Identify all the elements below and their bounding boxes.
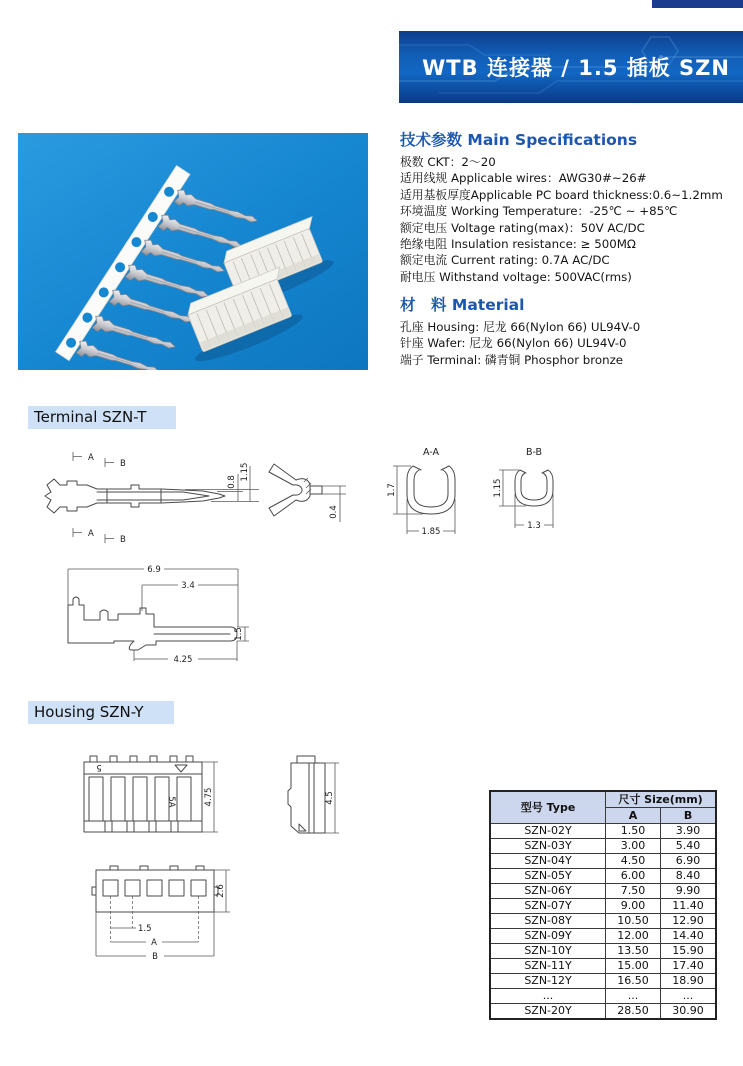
page-title: WTB 连接器 / 1.5 插板 SZN xyxy=(422,56,730,80)
cavity-number-mark: 5 xyxy=(96,762,102,772)
table-cell: 4.50 xyxy=(606,854,661,869)
section-marker-a: A xyxy=(88,529,94,539)
dimension-label: 6.9 xyxy=(147,565,161,575)
table-cell: ... xyxy=(490,989,606,1004)
specs-title: 技术参数 Main Specifications xyxy=(400,131,638,149)
table-cell: 13.50 xyxy=(606,944,661,959)
table-cell: SZN-11Y xyxy=(490,959,606,974)
section-marker-b: B xyxy=(120,459,126,469)
table-row xyxy=(490,989,716,1004)
table-cell: 3.00 xyxy=(606,839,661,854)
table-row xyxy=(490,1004,716,1020)
table-row xyxy=(490,869,716,884)
spec-line: 绝缘电阻 Insulation resistance: ≥ 500MΩ xyxy=(400,237,636,252)
table-cell: SZN-07Y xyxy=(490,899,606,914)
table-cell: 5.40 xyxy=(661,839,716,854)
table-cell: SZN-06Y xyxy=(490,884,606,899)
table-cell: 3.90 xyxy=(661,824,716,839)
section-title: B-B xyxy=(525,447,543,458)
spec-line: 适用基板厚度Applicable PC board thickness:0.6~1.2mm xyxy=(400,187,723,202)
spec-line: 适用线规 Applicable wires：AWG30#~26# xyxy=(400,171,647,186)
dimension-label: 2.6 xyxy=(216,884,226,898)
dimension-label: 0.8 xyxy=(227,475,237,489)
material-line: 孔座 Housing: 尼龙 66(Nylon 66) UL94V-0 xyxy=(400,320,641,334)
table-cell: SZN-02Y xyxy=(490,824,606,839)
housing-side-view-drawing xyxy=(277,744,349,844)
table-cell: 8.40 xyxy=(661,869,716,884)
table-row xyxy=(490,824,716,839)
column-header-size: 尺寸 Size(mm) xyxy=(606,791,716,808)
table-cell: 1.50 xyxy=(606,824,661,839)
spec-line: 额定电压 Voltage rating(max)：50V AC/DC xyxy=(400,220,645,235)
dimension-label: 3.4 xyxy=(181,581,195,591)
table-cell: ... xyxy=(606,989,661,1004)
dimension-label: 4.75 xyxy=(204,787,214,807)
table-row xyxy=(490,974,716,989)
table-cell: 7.50 xyxy=(606,884,661,899)
table-cell: 30.90 xyxy=(661,1004,716,1020)
dimension-label: 4.5 xyxy=(325,791,335,805)
table-cell: 6.00 xyxy=(606,869,661,884)
dimension-label: 0.4 xyxy=(329,505,339,519)
table-cell: SZN-03Y xyxy=(490,839,606,854)
table-cell: 10.50 xyxy=(606,914,661,929)
table-cell: 14.40 xyxy=(661,929,716,944)
section-label-terminal: Terminal SZN-T xyxy=(28,406,176,429)
table-cell: SZN-05Y xyxy=(490,869,606,884)
table-cell: 9.00 xyxy=(606,899,661,914)
dimension-label: A xyxy=(151,938,157,948)
table-cell: SZN-09Y xyxy=(490,929,606,944)
table-cell: SZN-12Y xyxy=(490,974,606,989)
spec-line: 极数 CKT：2～20 xyxy=(400,155,496,169)
column-header-type: 型号 Type xyxy=(490,791,606,824)
terminal-profile-drawing xyxy=(50,557,255,669)
dimension-label: 4.25 xyxy=(173,655,193,665)
table-cell: SZN-04Y xyxy=(490,854,606,869)
terminal-side-view-drawing xyxy=(33,444,268,546)
table-cell: SZN-10Y xyxy=(490,944,606,959)
section-marker-b: B xyxy=(120,535,126,545)
product-photo xyxy=(18,133,368,370)
table-row xyxy=(490,929,716,944)
table-cell: 12.00 xyxy=(606,929,661,944)
dimension-label: 1.7 xyxy=(387,483,397,497)
spec-line: 环境温度 Working Temperature：-25℃ ~ +85℃ xyxy=(400,204,678,219)
terminal-front-view-drawing xyxy=(262,452,362,540)
spec-line: 耐电压 Withstand voltage: 500VAC(rms) xyxy=(400,269,632,284)
table-row xyxy=(490,959,716,974)
housing-front-view-drawing xyxy=(74,744,224,844)
dimension-label: 1.5 xyxy=(138,924,152,934)
dimension-label: 1.3 xyxy=(527,521,541,531)
dimension-label: 1.15 xyxy=(240,462,250,482)
table-cell: 18.90 xyxy=(661,974,716,989)
table-cell: 11.40 xyxy=(661,899,716,914)
table-cell: 28.50 xyxy=(606,1004,661,1020)
dimension-label: 1.15 xyxy=(493,478,503,498)
material-line: 针座 Wafer: 尼龙 66(Nylon 66) UL94V-0 xyxy=(400,336,627,351)
column-header-a: A xyxy=(606,808,661,824)
table-row xyxy=(490,884,716,899)
table-cell: 9.90 xyxy=(661,884,716,899)
top-corner-bar xyxy=(652,0,743,8)
section-label-housing: Housing SZN-Y xyxy=(28,701,174,724)
section-marker-a: A xyxy=(88,453,94,463)
spec-line: 额定电流 Current rating: 0.7A AC/DC xyxy=(400,253,610,268)
table-row xyxy=(490,944,716,959)
table-row xyxy=(490,914,716,929)
column-header-b: B xyxy=(661,808,716,824)
table-cell: 17.40 xyxy=(661,959,716,974)
title-banner xyxy=(399,31,743,103)
table-row xyxy=(490,899,716,914)
material-title: 材 料 Material xyxy=(400,296,525,314)
material-block xyxy=(400,293,743,368)
table-cell: SZN-20Y xyxy=(490,1004,606,1020)
section-bb-drawing xyxy=(490,444,572,549)
section-title: A-A xyxy=(422,447,440,458)
section-aa-drawing xyxy=(383,444,475,549)
dimension-label: 1.5 xyxy=(234,627,244,641)
table-row xyxy=(490,839,716,854)
table-cell: ... xyxy=(661,989,716,1004)
table-cell: 15.00 xyxy=(606,959,661,974)
housing-bottom-view-drawing xyxy=(84,854,234,964)
main-specifications xyxy=(400,128,743,285)
dimension-label: 1.85 xyxy=(421,527,441,537)
table-cell: SZN-08Y xyxy=(490,914,606,929)
size-table xyxy=(489,790,717,1020)
table-cell: 15.90 xyxy=(661,944,716,959)
table-cell: 6.90 xyxy=(661,854,716,869)
dimension-label: B xyxy=(152,952,158,962)
table-cell: 16.50 xyxy=(606,974,661,989)
table-cell: 12.90 xyxy=(661,914,716,929)
material-line: 端子 Terminal: 磷青铜 Phosphor bronze xyxy=(400,352,624,367)
table-row xyxy=(490,854,716,869)
rating-mark: 5A xyxy=(166,796,176,808)
